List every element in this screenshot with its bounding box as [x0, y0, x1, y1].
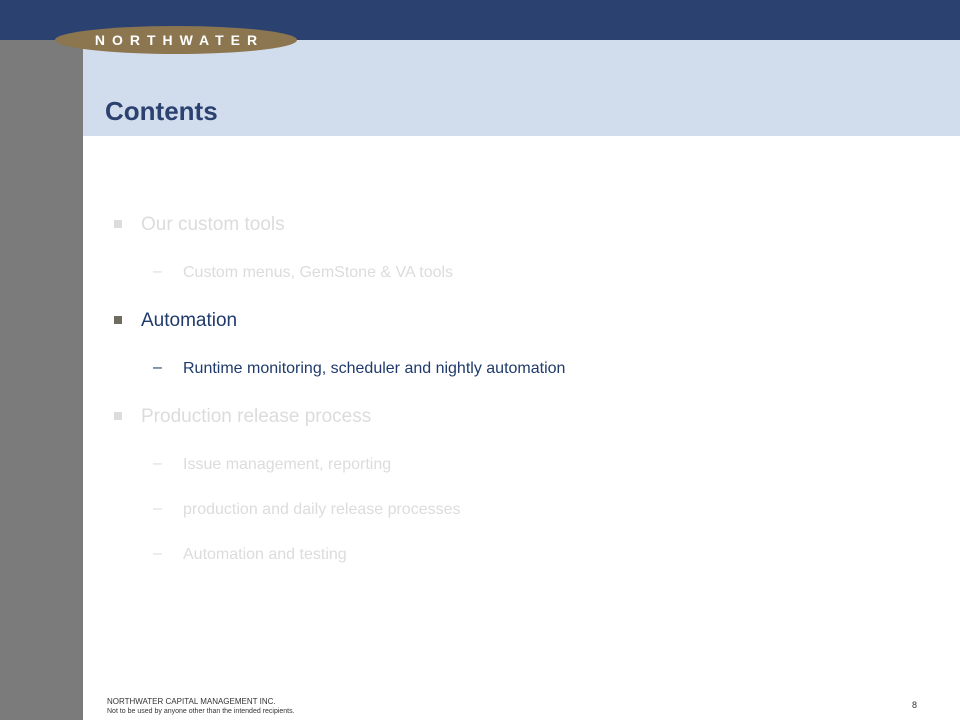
- northwater-logo: [55, 26, 297, 54]
- dash-bullet-icon: –: [153, 263, 162, 280]
- square-bullet-icon: [114, 412, 122, 420]
- agenda-item-label: Our custom tools: [141, 214, 285, 235]
- page-title: Contents: [105, 96, 218, 126]
- page-number: 8: [912, 700, 918, 710]
- dash-bullet-icon: –: [153, 500, 162, 517]
- agenda-subitem-label: Runtime monitoring, scheduler and nightly automation: [183, 360, 566, 377]
- agenda-subitem-label: Issue management, reporting: [183, 456, 392, 473]
- agenda-subitem-label: production and daily release processes: [183, 501, 461, 518]
- dash-bullet-icon: –: [153, 455, 162, 472]
- square-bullet-icon: [114, 220, 122, 228]
- left-sidebar-bar: [0, 40, 83, 720]
- agenda-subitem-label: Automation and testing: [183, 546, 347, 563]
- square-bullet-icon: [114, 316, 122, 324]
- agenda-subitem-label: Custom menus, GemStone & VA tools: [183, 264, 454, 281]
- logo-text: NORTHWATER: [94, 32, 265, 48]
- agenda-item-label: Production release process: [141, 406, 372, 427]
- footer-disclaimer: Not to be used by anyone other than the intended recipients.: [107, 708, 295, 715]
- agenda-item-label: Automation: [141, 310, 238, 331]
- dash-bullet-icon: –: [153, 359, 162, 376]
- dash-bullet-icon: –: [153, 545, 162, 562]
- footer-company: NORTHWATER CAPITAL MANAGEMENT INC.: [107, 697, 276, 706]
